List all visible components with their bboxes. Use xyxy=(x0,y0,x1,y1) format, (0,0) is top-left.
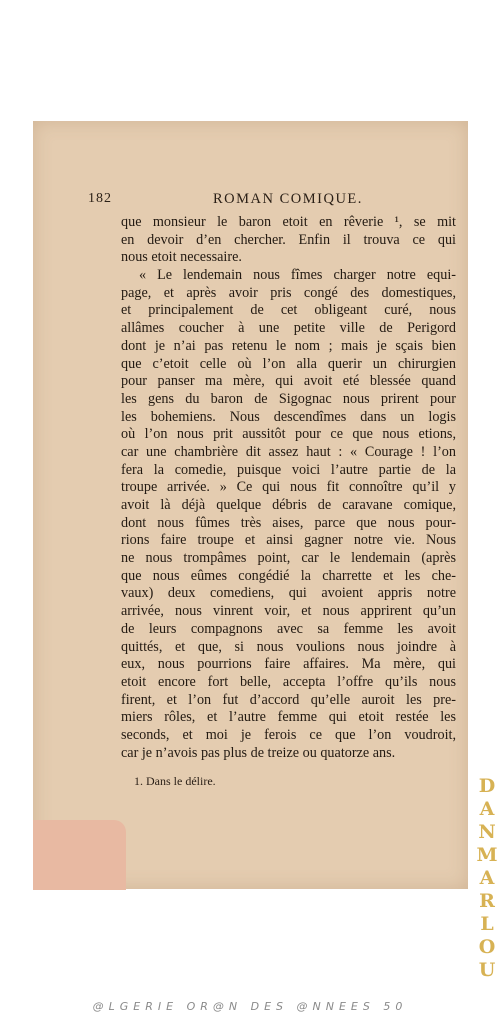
text-line: pour panser ma mère, qui avoit eté blessée quand xyxy=(121,373,456,390)
text-line: car une chambrière dit assez haut : « Courage ! l’on xyxy=(121,443,456,460)
text-line: eux, nous pourrions faire affaires. Ma mère, qui xyxy=(121,656,456,673)
text-line: page, et après avoir pris congé des domestiques, xyxy=(121,284,456,301)
text-line: troupe arrivée. » Ce qui nous fit connoître qu’il y xyxy=(121,479,456,496)
text-line: car je n’avois pas plus de treize ou quatorze ans. xyxy=(121,744,396,761)
text-line: dont nous fûmes très aises, parce que nous pour- xyxy=(121,514,456,531)
page-number: 182 xyxy=(88,191,112,206)
text-line: seconds, et moi je ferois ce que l’on voudroit, xyxy=(121,726,456,743)
text-line: rions faire troupe et ainsi gagner notre vie. Nous xyxy=(121,532,456,549)
text-line: miers rôles, et l’autre femme qui etoit restée les xyxy=(121,709,456,726)
text-line: les bohemiens. Nous descendîmes dans un logis xyxy=(121,408,456,425)
text-line: que nous eûmes congédié la charrette et les che- xyxy=(121,567,456,584)
running-title: ROMAN COMIQUE. xyxy=(213,191,363,207)
text-line: vaux) deux comediens, qui avoient appris notre xyxy=(121,585,456,602)
text-line: arrivée, nous vinrent voir, et nous apprirent qu’un xyxy=(121,603,456,620)
text-line: fera la comedie, puisque voici l’autre partie de la xyxy=(121,461,456,478)
text-line: et principalement de cet obligeant curé, nous xyxy=(121,302,456,319)
text-line: ne nous trompâmes point, car le lendemain (après xyxy=(121,550,456,567)
body-text xyxy=(121,214,456,762)
text-line: les gens du baron de Sigognac nous prirent pour xyxy=(121,390,456,407)
watermark-letter: D xyxy=(478,775,496,797)
text-line: où l’on nous prit aussitôt pour ce que nous etions, xyxy=(121,426,456,443)
text-line: que monsieur le baron etoit en rêverie ¹, se mit xyxy=(121,214,456,230)
watermark-letter: M xyxy=(476,844,498,866)
footnote: 1. Dans le délire. xyxy=(134,774,216,788)
text-line: que c’etoit celle où l’on alla querir un chirurgien xyxy=(121,355,456,372)
watermark-vertical xyxy=(474,775,500,982)
watermark-bottom: @LGERIE OR@N DES @NNEES 50 xyxy=(92,1000,408,1013)
text-line: firent, et l’on fut d’accord qu’elle auroit les pre- xyxy=(121,691,456,708)
text-line: en devoir d’en chercher. Enfin il trouva ce qui xyxy=(121,231,456,248)
text-line: avoit là déjà quelque débris de caravane comique, xyxy=(121,497,456,513)
watermark-letter: O xyxy=(478,936,496,958)
text-line: de leurs compagnons avec sa femme les avoit xyxy=(121,620,456,637)
text-line: quittés, et que, si nous voulions nous joindre à xyxy=(121,638,456,655)
text-line: dont je n’ai pas retenu le nom ; mais je sçais bien xyxy=(121,337,456,354)
watermark-letter: R xyxy=(479,890,495,912)
watermark-letter: U xyxy=(478,959,496,981)
text-line: allâmes coucher à une petite ville de Perigord xyxy=(121,320,456,337)
text-line: « Le lendemain nous fîmes charger notre equi- xyxy=(139,267,456,284)
watermark-letter: L xyxy=(480,913,494,935)
watermark-letter: A xyxy=(479,867,495,889)
page-header xyxy=(88,191,433,209)
corner-tab xyxy=(33,820,126,890)
text-line: etoit encore fort belle, accepta l’offre qu’ils nous xyxy=(121,673,456,690)
text-line: nous etoit necessaire. xyxy=(121,249,242,266)
watermark-letter: A xyxy=(479,798,495,820)
watermark-letter: N xyxy=(478,821,496,843)
